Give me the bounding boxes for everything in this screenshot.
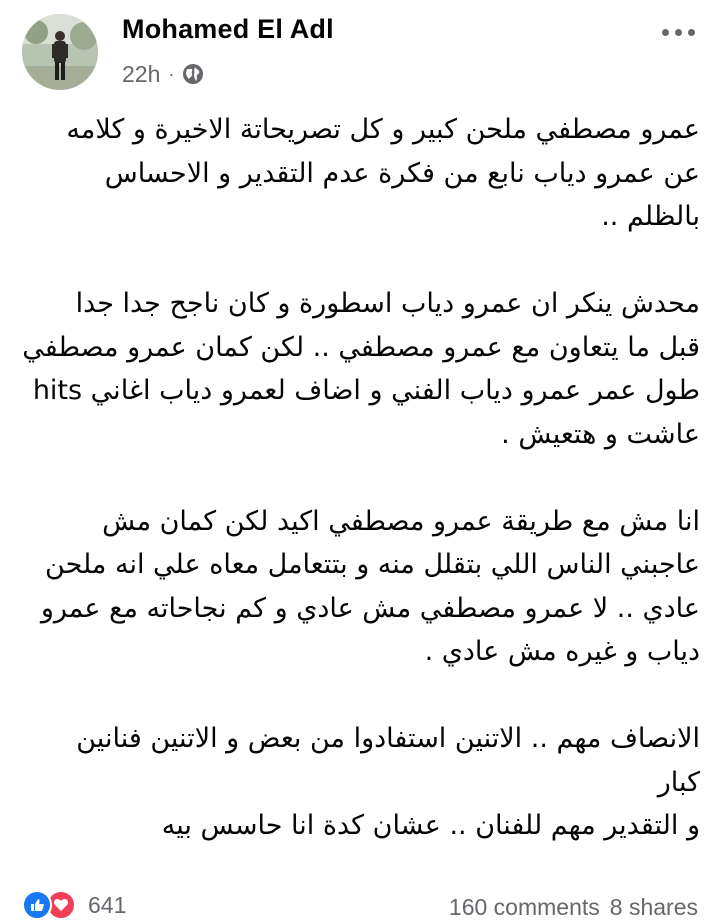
post-paragraph [20,108,700,239]
post-line: قبل ما يتعاون مع عمرو مصطفي .. لكن كمان عمرو مصطفي [22,331,700,363]
post-line: عاشت و هتعيش . [501,418,700,450]
more-dot [662,29,669,36]
shares-count[interactable]: 8 shares [609,894,698,920]
post-line: عن عمرو دياب نابع من فكرة عدم التقدير و الاحساس [104,157,700,189]
post-stats [449,894,698,921]
post-footer [0,888,720,920]
meta-separator: · [168,63,175,84]
post-meta [122,60,204,88]
post-line: دياب و غيره مش عادي . [424,636,700,667]
more-dot [675,29,682,36]
thumbs-up-glyph [29,897,45,913]
post-line: عادي .. لا عمرو مصطفي مش عادي و كم نجاحاته مع عمرو [40,592,700,624]
post-paragraph [20,282,700,456]
post-header [0,0,720,100]
like-icon [22,890,52,920]
reaction-count: 641 [88,891,127,918]
paragraph-gap [20,674,700,718]
heart-glyph [53,897,69,913]
more-dot [688,29,695,36]
post-line: كبار [657,766,700,798]
paragraph-gap [20,239,700,283]
post-paragraph [20,717,700,848]
post-line: انا مش مع طريقة عمرو مصطفي اكيد لكن كمان مش [102,505,700,537]
post-line: و التقدير مهم للفنان .. عشان كدة انا حاسس بيه [161,810,700,841]
author-name[interactable]: Mohamed El Adl [122,14,334,44]
globe-icon[interactable] [182,63,204,85]
post-time[interactable]: 22h [122,60,161,87]
post-body [20,108,700,848]
reactions-summary[interactable] [22,890,126,920]
avatar-photo [22,14,98,90]
post-line: بالظلم .. [601,201,700,232]
post-line: محدش ينكر ان عمرو دياب اسطورة و كان ناجح جدا جدا [75,288,700,319]
comments-count[interactable]: 160 comments [448,894,600,920]
post-line: طول عمر عمرو دياب الفني و اضاف لعمرو دياب اغاني hits [32,375,700,406]
post-line: عاجبني الناس اللي بتقلل منه و بتتعامل معاه علي انه ملحن [45,549,700,580]
post-line: الانصاف مهم .. الاتنين استفادوا من بعض و الاتنين فنانين [76,723,700,754]
post-paragraph [20,500,700,674]
ellipsis-icon[interactable] [658,20,698,44]
paragraph-gap [20,456,700,500]
author-avatar[interactable] [22,14,98,90]
post-line: عمرو مصطفي ملحن كبير و كل تصريحاتة الاخيرة و كلامه [66,114,700,145]
